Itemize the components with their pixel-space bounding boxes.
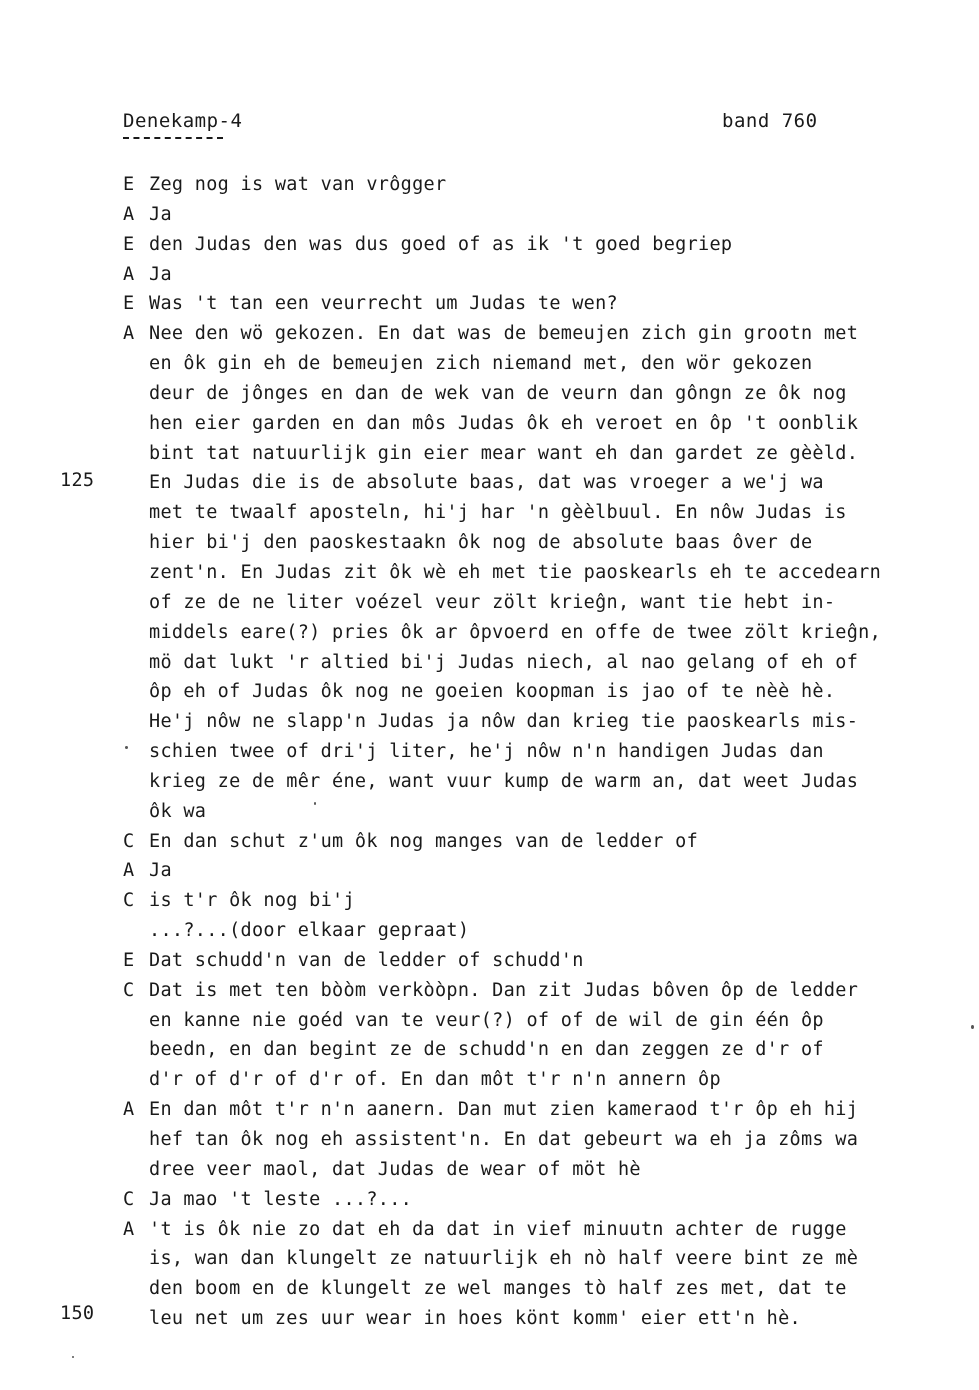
transcript-line	[123, 1215, 953, 1245]
utterance-text: En dan môt t'r n'n aanern. Dan mut zien kameraod t'r ôp eh hij	[149, 1099, 859, 1121]
utterance-text: bint tat natuurlijk gin eier mear want eh dan gardet ze gèèld.	[149, 442, 859, 464]
line-number-150: 150	[60, 1303, 95, 1324]
band-number: band 760	[722, 110, 818, 132]
utterance-text: ...?...(door elkaar gepraat)	[149, 920, 470, 942]
utterance-text: deur de jônges en dan de wek van de veurn dan gôngn ze ôk nog	[149, 382, 847, 404]
utterance-text: met te twaalf aposteln, hi'j har 'n gèèlbuul. En nôw Judas is	[149, 502, 847, 524]
utterance-text: den Judas den was dus goed of as ik 't goed begriep	[149, 233, 733, 255]
speaker-label: A	[123, 263, 135, 285]
transcript-line	[123, 1244, 953, 1274]
utterance-text: hier bi'j den paoskestaakn ôk nog de absolute baas ôver de	[149, 532, 813, 554]
transcript-line	[123, 946, 953, 976]
speaker-label: E	[123, 949, 135, 971]
utterance-text: ôk wa	[149, 800, 207, 822]
title-underline	[123, 137, 223, 139]
transcript-line	[123, 707, 953, 737]
utterance-text: hef tan ôk nog eh assistent'n. En dat gebeurt wa eh ja zôms wa	[149, 1129, 859, 1150]
utterance-text: ôp eh of Judas ôk nog ne goeien koopman is jao of te nèè hè.	[149, 681, 836, 703]
speaker-label: E	[123, 293, 135, 315]
transcript-line	[123, 976, 953, 1006]
transcript-line	[123, 498, 953, 528]
transcript-line	[123, 886, 953, 916]
transcript-line	[123, 528, 953, 558]
transcript-line	[123, 648, 953, 678]
transcript-line	[123, 797, 953, 827]
utterance-text: d'r of d'r of d'r of. En dan môt t'r n'n annern ôp	[149, 1069, 721, 1091]
utterance-text: en kanne nie goéd van te veur(?) of of de wil de gin één ôp	[149, 1009, 824, 1031]
transcript-line	[123, 1155, 953, 1185]
transcript-line	[123, 1035, 953, 1065]
transcript-line	[123, 260, 953, 290]
utterance-text: dree veer maol, dat Judas de wear of möt hè	[149, 1158, 641, 1180]
utterance-text: Ja	[149, 203, 172, 225]
speaker-label: C	[123, 890, 135, 912]
utterance-text: schien twee of dri'j liter, he'j nôw n'n handigen Judas dan	[149, 741, 824, 763]
transcript-line	[123, 319, 953, 349]
transcript-line	[123, 439, 953, 469]
transcript-line	[123, 349, 953, 379]
utterance-text: hen eier garden en dan môs Judas ôk eh veroet en ôp 't oonblik	[149, 412, 859, 434]
transcript-line	[123, 1095, 953, 1125]
transcript-line	[123, 767, 953, 797]
speaker-label: A	[123, 1218, 135, 1240]
utterance-text: Ja mao 't leste ...?...	[149, 1188, 413, 1210]
transcript-line	[123, 468, 953, 498]
utterance-text: den boom en de klungelt ze wel manges tò half zes met, dat te	[149, 1278, 847, 1300]
utterance-text: zent'n. En Judas zit ôk wè eh met tie paoskearls eh te accedearn	[149, 561, 882, 583]
speaker-label: C	[123, 830, 135, 852]
transcript-line	[123, 289, 953, 319]
transcript-line	[123, 618, 953, 648]
scan-speck	[314, 802, 316, 805]
transcript-line	[123, 558, 953, 588]
transcript-line	[123, 409, 953, 439]
utterance-text: En dan schut z'um ôk nog manges van de ledder of	[149, 830, 699, 852]
document-title: Denekamp-4	[123, 110, 242, 132]
speaker-label: C	[123, 1188, 135, 1210]
utterance-text: middels eare(?) pries ôk ar ôpvoerd en offe de twee zölt krieĝn,	[149, 621, 882, 643]
scan-speck	[125, 746, 128, 749]
transcript-line	[123, 1125, 953, 1155]
scan-speck	[72, 1356, 74, 1358]
transcript-line	[123, 200, 953, 230]
speaker-label: A	[123, 1099, 135, 1121]
utterance-text: Was 't tan een veurrecht um Judas te wen?	[149, 293, 618, 315]
transcript-line	[123, 677, 953, 707]
transcript-line	[123, 379, 953, 409]
transcript-line	[123, 1185, 953, 1215]
speaker-label: E	[123, 233, 135, 255]
transcript-line	[123, 737, 953, 767]
utterance-text: en ôk gin eh de bemeujen zich niemand met, den wör gekozen	[149, 353, 813, 375]
utterance-text: Ja	[149, 263, 172, 285]
utterance-text: He'j nôw ne slapp'n Judas ja nôw dan krieg tie paoskearls mis-	[149, 711, 859, 733]
utterance-text: is, wan dan klungelt ze natuurlijk eh nò half veere bint ze mè	[149, 1248, 859, 1270]
utterance-text: is t'r ôk nog bi'j	[149, 890, 355, 912]
utterance-text: Dat is met ten bòòm verkòòpn. Dan zit Judas bôven ôp de ledder	[149, 979, 859, 1001]
transcript-line	[123, 1065, 953, 1095]
utterance-text: Nee den wö gekozen. En dat was de bemeujen zich gin grootn met	[149, 323, 859, 345]
transcript-line	[123, 170, 953, 200]
utterance-text: mö dat lukt 'r altied bi'j Judas niech, al nao gelang of eh of	[149, 651, 859, 673]
utterance-text: beedn, en dan begint ze de schudd'n en dan zeggen ze d'r of	[149, 1039, 824, 1061]
transcript-body	[123, 170, 953, 1334]
transcript-line	[123, 230, 953, 260]
utterance-text: krieg ze de mêr éne, want vuur kump de warm an, dat weet Judas	[149, 770, 859, 792]
utterance-text: En Judas die is de absolute baas, dat was vroeger a we'j wa	[149, 472, 824, 494]
transcript-line	[123, 827, 953, 857]
line-number-125: 125	[60, 470, 95, 491]
transcript-line	[123, 1274, 953, 1304]
transcript-line	[123, 916, 953, 946]
speaker-label: A	[123, 860, 135, 882]
transcript-line	[123, 1006, 953, 1036]
utterance-text: Dat schudd'n van de ledder of schudd'n	[149, 949, 584, 971]
utterance-text: Zeg nog is wat van vrôgger	[149, 174, 447, 195]
transcript-line	[123, 1304, 953, 1334]
speaker-label: A	[123, 323, 135, 345]
utterance-text: Ja	[149, 860, 172, 882]
scan-speck	[971, 1025, 974, 1029]
utterance-text: 't is ôk nie zo dat eh da dat in vief minuutn achter de rugge	[149, 1218, 847, 1240]
speaker-label: E	[123, 174, 135, 195]
utterance-text: of ze de ne liter voézel veur zölt krieĝn, want tie hebt in-	[149, 591, 836, 613]
speaker-label: C	[123, 979, 135, 1001]
transcript-line	[123, 588, 953, 618]
utterance-text: leu net um zes uur wear in hoes könt komm' eier ett'n hè.	[149, 1308, 801, 1330]
transcript-line	[123, 856, 953, 886]
speaker-label: A	[123, 203, 135, 225]
